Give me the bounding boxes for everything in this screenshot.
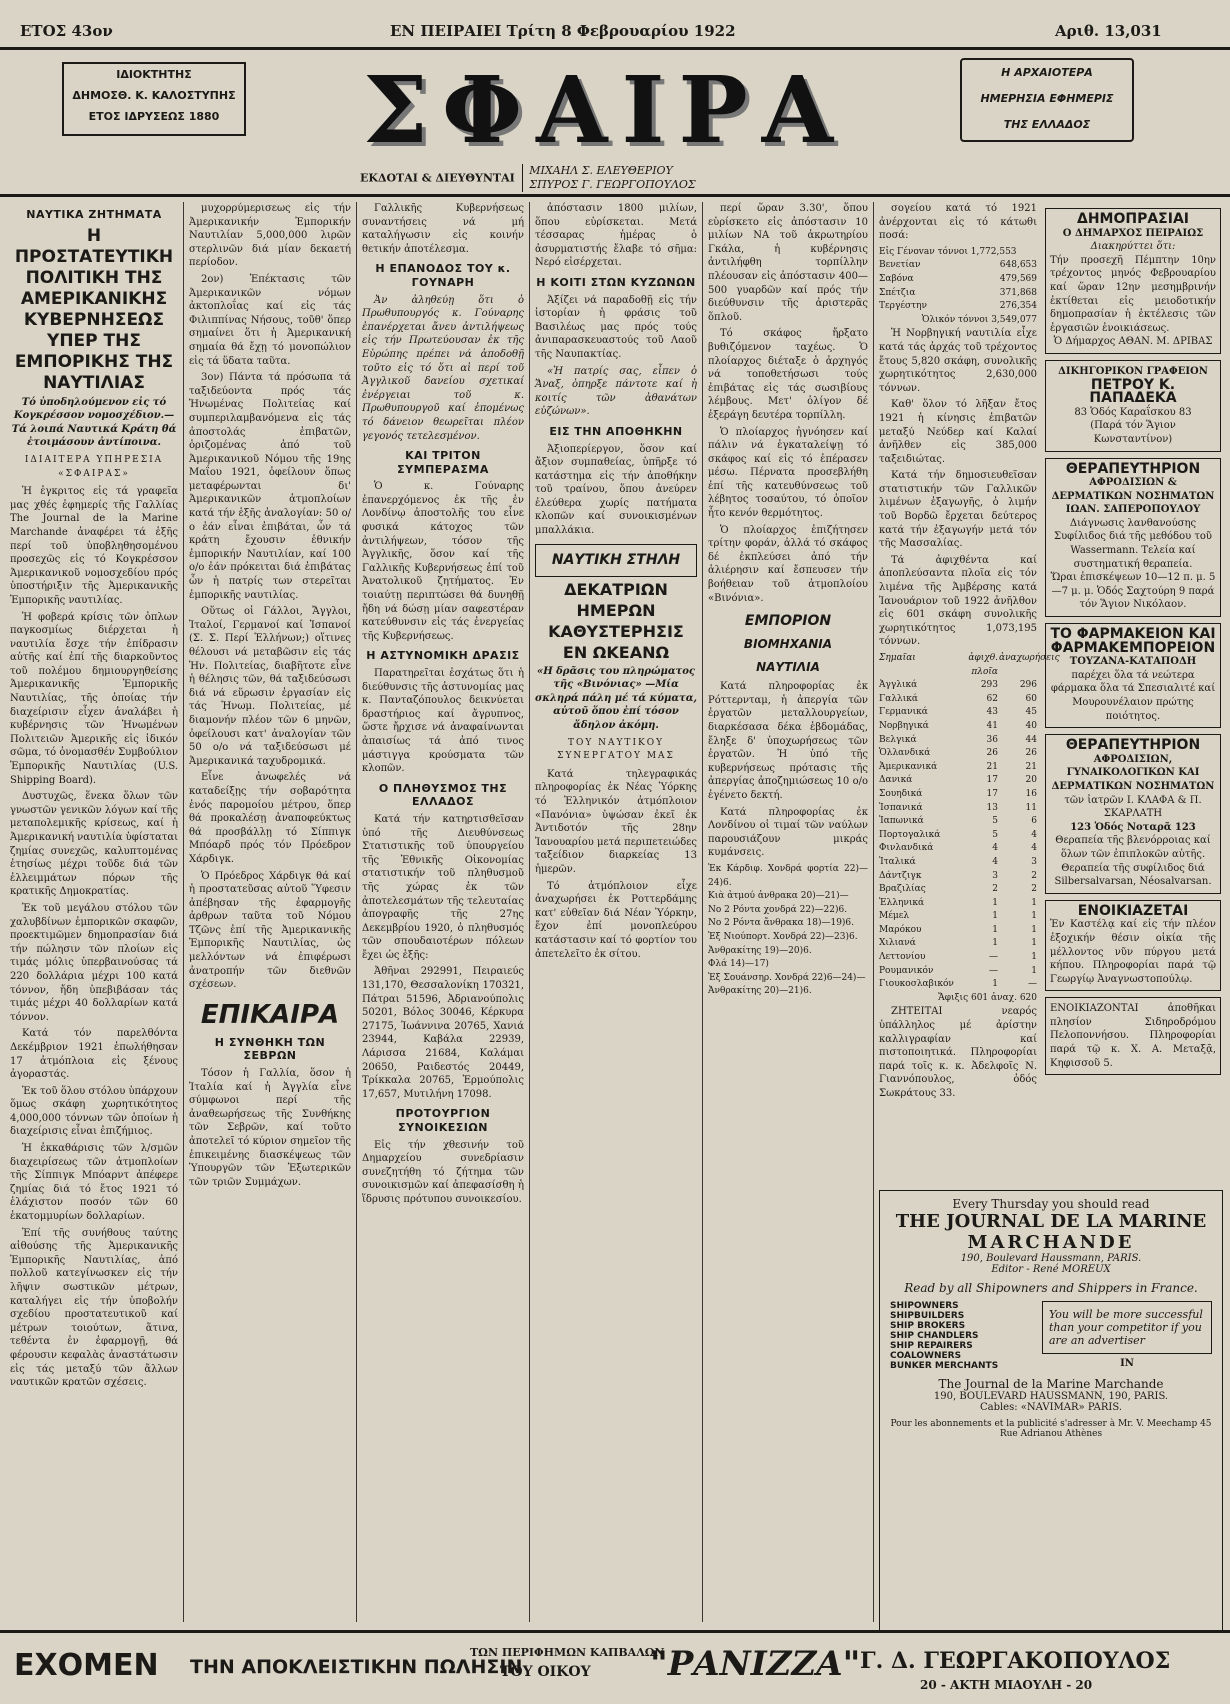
ad-body: Ἐν Καστέλᾳ καί εἰς τήν πλέον ἐξοχικήν θέσιν οἰκία τῆς μέλλοντος νῦν πύργου μετά κήπου. Πληροφορίαι παρά τῷ Γεωργίῳ Ἀναγνωστοπούλῳ. <box>1050 919 1216 985</box>
tonnage-intro: Εἰς Γένοvaν τόννοι 1,772,553 <box>879 246 1017 257</box>
ad-body: Τήν προσεχῆ Πέμπτην 10ην τρέχοντος μηνός Φεβρουαρίου καί ὥραν 12ην μεσημβρινήν ἐκτίθεται εἰς μειοδοτικήν δημοπρασίαν ἡ ἐκτέλεσις τῶν ἐργασιῶν ἐνοικιάσεως. <box>1050 254 1216 334</box>
price-row: Κιὰ ἀτμού ἀνθρακα 20)—21)— <box>708 891 849 902</box>
law-office-ad <box>1045 360 1221 452</box>
banner-f: 20 - ΑΚΤΗ ΜΙΑΟΥΛΗ - 20 <box>920 1678 1093 1692</box>
flag-count: 21 <box>986 761 998 772</box>
flags-row <box>879 870 1037 884</box>
tons: 371,868 <box>999 287 1037 298</box>
flag-count: 1 <box>1031 897 1037 908</box>
column-divider <box>873 202 874 1622</box>
flags-row <box>879 679 1037 693</box>
column-5 <box>708 202 868 1622</box>
heading: Η ΑΣΤΥΝΟΜΙΚΗ ΔΡΑΣΙΣ <box>366 649 520 663</box>
paragraph: Ἐκ τοῦ μεγάλου στόλου τῶν χαλυβδίνων ἐμπορικῶν σκαφῶν, προεκτιμῶμεν δημοπρασίαν διά τήν πώλησιν τῶν πλοίων εἰς τιμάς μόλις ὑπερβαινούσας τά 220 δολλάρια μέχρι 100 κατά τόννον, ἤδη ὑπεβιβάσαν τάς τιμάς μέχρι 40 δολλαρίων κατά τόννον. <box>10 902 178 1023</box>
price-row: Ἀνθρακίτης 20)—21)6. <box>708 986 812 997</box>
flag-name: Ὁλλανδικά <box>879 748 931 759</box>
flag-name: Δάντζιγκ <box>879 870 922 881</box>
flag-count: 1 <box>1031 911 1037 922</box>
tonnage-row <box>879 273 1037 287</box>
ad-name: ΙΩΑΝ. ΣΑΠΕΡΟΠΟΥΛΟΥ <box>1065 504 1201 516</box>
flag-name: Ἑλληνικά <box>879 897 925 908</box>
flags-row <box>879 897 1037 911</box>
paragraph: Εἶνε ἀνωφελές νά καταδείξῃς τήν σοβαρότητα ἑνός παρομοίου μέτρου, ὅπερ θά προκαλέσῃ ἀναποφεύκτως θά προσβάλλῃ τό Σίππιγκ Μπόαρδ πρός τόν Πρόεδρον Χάρδιγκ. <box>189 772 351 865</box>
flag-count: 4 <box>992 843 998 854</box>
ad-body: Διάγνωσις λανθανούσης Συφίλιδος διά τῆς μεθόδου τοῦ Wassermann. Τελεία καί συστηματική θεραπεία. <box>1054 517 1212 570</box>
ad-title: ΘΕΡΑΠΕΥΤΗΡΙΟΝ <box>1065 460 1201 477</box>
paragraph: μυχορρύμερισεως εἰς τήν Ἀμερικανικήν Ἐμπορικήν Ναυτιλίαν 5,000,000 λιρῶν στερλινῶν διά μίαν δεκαετή περίοδον. <box>189 203 351 269</box>
ad-readers: Read by all Shipowners and Shippers in France. <box>904 1281 1198 1295</box>
bottom-rule <box>0 1630 1230 1633</box>
flag-name: Ἰσπανικά <box>879 802 923 813</box>
flag-count: 45 <box>1025 707 1037 718</box>
wanted-ad: ΖΗΤΕΙΤΑΙ νεαρός ὑπάλληλος μέ ἀρίστην καλλιγραφίαν καί πιστοποιητικά. Πληροφορίαι παρά τοῖς κ. κ. Ἀδελφοῖς Ν. Γιαννόπουλος, ὁδός Σωκράτους 33. <box>879 1006 1037 1099</box>
flags-row <box>879 652 1060 679</box>
flags-row <box>879 774 1037 788</box>
ad-boxed: You will be more successful than your competitor if you are an advertiser <box>1042 1301 1212 1354</box>
flag-name: Ἀγγλικά <box>879 680 918 691</box>
flags-row <box>879 788 1037 802</box>
flag-name: Νορβηγικά <box>879 720 929 731</box>
section-subtitle: Η ΣΥΝΘΗΚΗ ΤΩΝ ΣΕΒΡΩΝ <box>214 1035 326 1063</box>
flag-count: 4 <box>992 856 998 867</box>
journal-ad <box>879 1190 1223 1632</box>
paragraph: Οὕτως οἱ Γάλλοι, Ἄγγλοι, Ἰταλοί, Γερμανοί καί Ἱσπανοί (Σ. Σ. Περί Ἑλλήνων;) οἵτινες θέλουσι νά μεταβῶσιν εἰς τάς Ἡν. Πολιτείας, διαβῆτοτε εἶνε ἡ θέλησις τῶν, θά ταξιδεύσωσι διά νά εὕρωσιν ἐργασίαν εἰς τάς Ἡνωμ. Πολιτείας, μέ διαμονήν πλέον τῶν 6 μηνῶν, ὀφείλουσι κατ' ἀναλογίαν τῶν 50 ο/ο νά ταξιδεύσωσι μέ Ἀμερικανικά ταχυδρομικά. <box>189 606 351 767</box>
paragraph: Τόσον ἡ Γαλλία, ὅσον ἡ Ἰταλία καί ἡ Ἀγγλία εἶνε σύμφωνοι περί τῆς ἀναθεωρήσεως τῆς Συνθήκης τῶν Σεβρῶν, καί τοῦτο ἀποτελεῖ τό κύριον σημεῖον τῆς ἐπικειμένης διασκέψεως τῶν Ὑπουργῶν τῶν Ἐξωτερικῶν τῶν τριῶν Συμμάχων. <box>189 1068 351 1188</box>
owner-label: ΙΔΙΟΚΤΗΤΗΣ <box>116 68 192 81</box>
flag-name: Δανικά <box>879 775 913 786</box>
flag-count: 5 <box>992 829 998 840</box>
flags-row <box>879 978 1037 992</box>
top-rule <box>0 47 1230 50</box>
flag-count: 3 <box>992 870 998 881</box>
editors-block <box>360 164 840 192</box>
flag-count: ἀφιχθ. πλοῖα <box>968 653 998 677</box>
paragraph: 3ον) Πάντα τά πρόσωπα τά ταξιδεύοντα πρός τάς Ἡνωμένας Πολιτείας καί συμπεριλαμβανόμενα εἰς τάς ἀποστολάς ἐπιβατῶν, ὁριζομένας ἀπό τοῦ Ἀμερικανικοῦ Νόμου τῆς 19ης Μαΐου 1921, ὀφείλουν ὅπως μεταφέρωνται δι' Ἀμερικανικῶν ἀτμοπλοίων κατά τήν ἑξῆς ἀναλογίαν: 50 ο/ο ἐάν εἶναι ἐπιβάται, ὧν τά κράτη ἔχουσιν ἐθνικήν ἐμπορικήν Ναυτιλίαν, καί 100 ο/ο ἐάν πρόκειται διά ἐπιβάτας ὧν ἡ πατρίς των στερεῖται ἐμπορικῆς ναυτιλίας. <box>189 372 351 601</box>
newspaper-title: ΣΦΑΙΡΑ <box>362 56 848 164</box>
ad-list-item: SHIPBUILDERS <box>890 1311 965 1321</box>
flag-count: 1 <box>1031 938 1037 949</box>
ad-editor: Editor - René MOREUX <box>991 1264 1111 1275</box>
section-title: ΕΠΙΚΑΙΡΑ <box>200 999 340 1030</box>
flag-name: Ἀμερικανικά <box>879 761 938 772</box>
flag-name: Ἰταλικά <box>879 856 916 867</box>
flag-count: — <box>989 965 998 976</box>
paragraph: Τά ἀφιχθέντα καί ἀποπλεύσαντα πλοῖα εἰς τόν λιμένα τῆς Ἀμβέρσης κατά Ἰανουάριον τοῦ 1922 ἀνῆλθον εἰς 601 σκάφη συνολικῆς χωρητικότητος 1,073,195 τόννων. <box>879 554 1037 648</box>
flag-count: 5 <box>992 816 998 827</box>
port: Σαβόνα <box>879 273 914 284</box>
column-7 <box>1045 202 1221 1182</box>
ad-journal: The Journal de la Marine Marchande <box>938 1377 1164 1391</box>
port: Σπέτζια <box>879 287 916 298</box>
paragraph: Ἡ φοβερά κρίσις τῶν ὁπλων παγκοσμίως διέρχεται ἡ ναυτιλία ἔσχε τήν ἐπίδρασιν αὐτῆς καί ἐπί τῆς διαρκοῦντος τοῦ πολέμου δημιουργηθείσης Ἀμερικανικῆς Ἐμπορικῆς Ναυτιλίας, τῆς ὁποίας τήν διαχείρισιν εἶχεν ἀναλάβει ἡ κυβέρνησις τῶν Ἡνωμένων Πολιτειῶν Ἀμερικῆς εἰς ἰδικόν σῶμα, τό ὀνομασθέν Συμβούλιον Ἐμπορικῆς Ναυτιλίας (U.S. Shipping Board). <box>10 611 178 786</box>
clinic-ad-2 <box>1045 734 1221 894</box>
ad-journal-address: 190, BOULEVARD HAUSSMANN, 190, PARIS. <box>933 1391 1169 1402</box>
top-line <box>0 22 1230 48</box>
warehouse-ad <box>1045 997 1221 1075</box>
flags-row <box>879 802 1037 816</box>
ad-body: Θεραπεία τῆς βλενόρροιας καί ὅλων τῶν ἐπιπλοκῶν αὐτῆς. Θεραπεία τῆς συφίλιδος διά Silbersalvarsan, Néosalvarsan. <box>1054 835 1212 888</box>
flag-count: 36 <box>986 734 998 745</box>
flag-name: Σημαῖαι <box>879 653 916 663</box>
ad-body: παρέχει ὅλα τά νεώτερα φάρμακα ὅλα τά Σπεσιαλιτέ καί Μουρουνέλαιον πρώτης ποιότητος. <box>1050 669 1216 722</box>
paragraph: Ὁ κ. Γούναρης ἐπανερχόμενος ἐκ τῆς ἐν Λονδίνῳ ἀποστολῆς του εἶνε φυσικά κάτοχος τῶν ἀντιλήψεων, τόσον τῆς Ἀγγλικῆς, ὅσον καί τῆς Γαλλικῆς Κυβερνήσεως ἐπί τοῦ Ἀνατολικοῦ ζητήματος. Ἐν τοιαύτῃ περιπτώσει θά δυνηθῇ ἤδη νά δώσῃ μίαν σαφεστέραν κατεύθυνσιν εἰς τάς ἐνεργείας τῆς Κυβερνήσεως. <box>362 481 524 642</box>
column-divider <box>183 202 184 1622</box>
heading: ΠΡΟΤΟΥΡΓΙΟΝ ΣΥΝΟΙΚΕΣΙΩΝ <box>395 1107 491 1134</box>
paragraph: Κατά πληροφορίας ἐκ Ρόττερνταμ, ἡ ἀπεργία τῶν ἐργατῶν μεταλλουργείων, διαρκέσασα δέκα ἑβδομάδας, ἔληξε δ' ὑποχωρήσεως τῶν ἐργατῶν. Ἡ ὑπό τῆς κυβερνήσεως πρότασις τῆς ἀπεργίας ἀποζημιώσεως 10 ο/ο ἐγένετο δεκτή. <box>708 681 868 801</box>
flags-row <box>879 761 1037 775</box>
ad-list-item: SHIP REPAIRERS <box>890 1341 973 1351</box>
flags-row <box>879 815 1037 829</box>
oldest-line-2: ΗΜΕΡΗΣΙΑ ΕΦΗΜΕΡΙΣ <box>980 92 1114 105</box>
paragraph: Καθ' ὅλον τό λῆξαν ἔτος 1921 ἡ κίνησις ἐπιβατῶν μεταξύ Νεύδερ καί Καλαί ἀνῆλθεν εἰς 385,000 ταξειδιώτας. <box>879 399 1037 465</box>
column-2 <box>189 202 351 1622</box>
paragraph: Κατά τήν δημοσιευθεῖσαν στατιστικήν τῶν Γαλλικῶν λιμένων ἐξαγωγῆς, ὁ λιμήν τοῦ Βορδῶ ἔρχεται δεύτερος κατά τήν ἐξαγωγήν μετά τόν τῆς Μασσαλίας. <box>879 470 1037 550</box>
flag-count: 20 <box>1025 775 1037 786</box>
ad-footer: Pour les abonnements et la publicité s'adresser à Mr. V. Meechamp 45 Rue Adrianou Athènes <box>890 1419 1212 1439</box>
flag-count: — <box>989 952 998 963</box>
quote: «Ἡ πατρίς σας, εἶπεν ὁ Ἄναξ, ὀπηρξε πάντοτε καί ἡ κοιτίς τῶν ἀθανάτων εὐζώνων». <box>535 365 697 418</box>
tons: 276,354 <box>999 301 1037 312</box>
flag-count: 17 <box>986 775 998 786</box>
column-1 <box>10 202 178 1622</box>
tonnage-total: Ὁλικόν τόννοι 3,549,077 <box>921 314 1037 325</box>
flag-count: ἀναχωρήσεις <box>999 653 1060 663</box>
paragraph: Ἡ ἐγκριτος εἰς τά γραφεῖα μας χθές ἐφημερίς τῆς Γαλλίας The Journal de la Marine Marchande ἀναφέρει τά ἑξῆς περί τοῦ ὑποβληθησομένου προσεχῶς εἰς τό Κογκρέσσον Ἀμερικανικοῦ νομοσχεδίου πρός ὑποστήριξιν τῆς Ἀμερικανικῆς Ἐμπορικῆς ναυτιλίας. <box>10 486 178 606</box>
industry-title: ΒΙΟΜΗΧΑΝΙΑ <box>743 637 833 652</box>
owner-name: ΔΗΜΟΣΘ. Κ. ΚΑΛΟΣΤΥΠΗΣ <box>72 89 236 102</box>
headline: Η ΠΡΟΣΤΑΤΕΥΤΙΚΗ ΠΟΛΙΤΙΚΗ ΤΗΣ ΑΜΕΡΙΚΑΝΙΚΗΣ ΚΥΒΕΡΝΗΣΕΩΣ ΥΠΕΡ ΤΗΣ ΕΜΠΟΡΙΚΗΣ ΤΗΣ ΝΑΥΤΙΛΙΑΣ <box>14 225 174 393</box>
ad-title-2: MARCHANDE <box>967 1232 1135 1253</box>
flag-count: 1 <box>1031 924 1037 935</box>
flag-name: Γαλλικά <box>879 693 918 704</box>
flags-row <box>879 693 1037 707</box>
flag-count: 3 <box>1031 856 1037 867</box>
column-divider <box>702 202 703 1622</box>
price-row: Ἀνθρακίτης 19)—20)6. <box>708 945 812 956</box>
price-row: Ἐκ Κάρδιφ. Χονδρά φορτία 22)— 24)6. <box>708 863 868 888</box>
flag-name: Βραζιλίας <box>879 884 926 895</box>
freight-prices <box>708 863 868 999</box>
ad-hours: Ὥραι ἐπισκέψεων 10—12 π. μ. 5—7 μ. μ. Ὁδός Σαχτούρη 9 παρά τόν Ἅγιον Νικόλαον. <box>1050 572 1216 611</box>
banner-a: ΕΧΟΜΕΝ <box>14 1648 159 1683</box>
masthead-rule <box>0 194 1230 197</box>
year-label: ΕΤΟΣ 43ον <box>20 22 113 40</box>
naval-column-box <box>535 544 697 577</box>
commerce-title: ΕΜΠΟΡΙΟΝ <box>744 613 832 630</box>
tonnage-row <box>879 259 1037 273</box>
paragraph: ἀπόστασιν 1800 μιλίων, ὅπου εὑρίσκεται. Μετά τέσσαρας ἡμέρας ὁ ἀσυρματιστής ἔλαβε τό σῆμα: Νερό εἰσέρχεται. <box>535 203 697 269</box>
flag-count: 41 <box>986 720 998 731</box>
paragraph: Ὁ πλοίαρχος ἠγνόησεν καί πάλιν νά ἐγκαταλείψῃ τό σκάφος καί εἰς τό ἐπέρασεν μέσω. Πέρνατα προσεβλήθη ἐπί τῆς κατευθύνσεως τοῦ λέβητος τοσαύτου, τό ὁποῖον ἦτο κενόν θερμότητος. <box>708 426 868 520</box>
ad-title: THE JOURNAL DE LA MARINE <box>895 1211 1207 1232</box>
column-4 <box>535 202 697 1622</box>
paragraph: Ὁ πλοίαρχος ἐπιζήτησεν τρίτην φοράν, ἀλλά τό σκάφος δέ ἐκπλεύσει ἀπό τήν ἁλιέρησιν καί ἔσπευσεν τήν βοήθειαν τοῦ ἀτμοπλοίου «Βινόνια». <box>708 524 868 604</box>
flag-count: 296 <box>1019 680 1037 691</box>
flags-row <box>879 842 1037 856</box>
price-row: Ἐξ Σουάνσηρ. Χονδρά 22)6—24)— <box>708 972 866 983</box>
paragraph: Ἀξιοπερίεργον, ὅσον καί ἄξιον συμπαθείας, ὑπῆρξε τό κατάστημα εἰς τήν ἀποθήκην τοῦ τραίνου, ὅπου ἀνεύρεν ἐλεύθερα χωρίς πατήματα κλοπῶν καί συνοικισμένων μπαλλάκια. <box>535 443 697 537</box>
flag-name: Σουηδικά <box>879 788 923 799</box>
banner-e: Γ. Δ. ΓΕΩΡΓΑΚΟΠΟΥΛΟΣ <box>860 1648 1171 1674</box>
flags-row <box>879 883 1037 897</box>
ad-list-item: BUNKER MERCHANTS <box>890 1361 999 1371</box>
flag-name: Ἰαπωνικά <box>879 816 924 827</box>
ad-title: ΤΟ ΦΑΡΜΑΚΕΙΟΝ ΚΑΙ ΦΑΡΜΑΚΕΜΠΟΡΕΙΟΝ <box>1050 626 1216 656</box>
banner-c2: ΤΟΥ ΟΙΚΟΥ <box>500 1664 591 1680</box>
flag-name: Λεττονίου <box>879 952 926 963</box>
deck: Τό ὑποδηλούμενον εἰς τό Κογκρέσσον νομοσχέδιον.—Τά λοιπά Ναυτικά Κράτη θά ἐτοιμάσουν ἀντίποινα. <box>11 396 177 449</box>
ad-body: ΕΝΟΙΚΙΑΖΟΝΤΑΙ ἀποθῆκαι πλησίον Σιδηροδρόμου Πελοποννήσου. Πληροφορίαι παρά τῷ κ. Χ. Α. Μεταξᾷ, Κηφισσοῦ 5. <box>1050 1003 1216 1069</box>
paragraph: Ὁ Πρόεδρος Χάρδιγκ θά καί ἡ προστατεῦσας αὐτοῦ Ὕφεσιν ἀπέβησαν τῆς ἐφαρμογῆς ἀρθρων ταῦτα τοῦ Νόμου Τζῶνς ἐπί τῆς Ἀμερικανικῆς Ἐμπορικῆς Ναυτιλίας, ὡς μελλόντων νά ἐπιφέρωσι ἀνατροπήν τῶν διεθνῶν σχέσεων. <box>189 870 351 991</box>
flag-count: 60 <box>1025 693 1037 704</box>
ad-list-item: SHIPOWNERS <box>890 1301 959 1311</box>
flag-count: 26 <box>986 748 998 759</box>
paragraph: Ἡ ἐκκαθάρισις τῶν λ/σμῶν διαχειρίσεως τῶν ἀτμοπλοίων τῆς Σίππιγκ Μπόαρντ ἀπέφερε ζημίας διά τό ἔτος 1921 τό ἐλάχιστον ποσόν τῶν 60 ἑκατομμυρίων δολλαρίων. <box>10 1143 178 1223</box>
column-divider <box>356 202 357 1622</box>
paragraph: Γαλλικῆς Κυβερνήσεως συναντήσεις νά μή καταλήγωσιν εἰς κοινήν θετικήν ἀποτέλεσμα. <box>362 203 524 255</box>
flag-count: 1 <box>992 911 998 922</box>
paragraph: Κατά τηλεγραφικάς πληροφορίας ἐκ Νέας Ὑόρκης τό Ἑλληνικόν ἀτμόπλοιον «Πανόνια» ὑψώσαν ἐκεῖ ἐκ Ἀντιδοτόν τῆς 28ην Ἰανουαρίου μετά περιπετειώδες ταξείδιον διαρκείας 13 ἡμερῶν. <box>535 768 698 875</box>
flag-count: 1 <box>992 897 998 908</box>
flag-name: Πορτογαλικά <box>879 829 941 840</box>
ad-note: (Παρά τόν Ἅγιον Κωνσταντίνον) <box>1090 420 1176 445</box>
flags-row <box>879 951 1037 965</box>
flag-count: 26 <box>1025 748 1037 759</box>
column-6 <box>879 202 1060 1099</box>
tonnage-table <box>879 246 1037 328</box>
flags-total: Ἄφιξις 601 ἀναχ. 620 <box>938 992 1037 1003</box>
flag-count: 40 <box>1025 720 1037 731</box>
heading: Η ΚΟΙΤΙ ΣΤΩΝ ΚΥΖΩΝΩΝ <box>536 275 696 289</box>
ad-name: τῶν ἰατρῶν Ι. ΚΛΑΦΑ & Π. ΣΚΑΡΛΑΤΗ <box>1064 794 1202 820</box>
flags-row <box>879 720 1037 734</box>
ad-in: IN <box>1120 1358 1134 1369</box>
editor-2: ΣΠΥΡΟΣ Γ. ΓΕΩΡΓΟΠΟΥΛΟΣ <box>529 178 696 191</box>
flag-count: 16 <box>1025 788 1037 799</box>
banner-d: "ΡΑΝΙΖΖΑ" <box>650 1644 861 1684</box>
paragraph: Τό ἀτμόπλοιον εἶχε ἀναχωρήσει ἐκ Ροττερδάμης κατ' εὐθεῖαν διά Νέαν Ὑόρκην, ἔχον ἐπί μονοπλεύρου κατάστασιν καί τό φορτίον του ἀπετελεῖτο ἐκ σίτου. <box>535 880 697 960</box>
paragraph: Ἀν ἀληθεύῃ ὅτι ὁ Πρωθυπουργός κ. Γούναρης ἐπανέρχεται ἄνευ ἀντιλήψεως εἰς τήν Πρωτεύουσαν ἐκ τῆς Εὐρώπης πρέπει νά ἀποδοθῇ τοῦτο εἰς τό ὅτι αἱ περί τοῦ Ἀγγλικοῦ δανείου σχετικαί ἐνέργειαι τοῦ κ. Πρωθυπουργοῦ καί ἐπομένως τό δάνειον θεωρεῖται πλέον γεγονός τετελεσμένον. <box>362 294 524 442</box>
oldest-line-1: Η ΑΡΧΑΙΟΤΕΡΑ <box>1001 66 1093 79</box>
paragraph: Ἐπί τῆς συνήθους ταύτης αἰθούσης τῆς Ἀμερικανικῆς Ἐμπορικῆς Ναυτιλίας, ἀπό πολλοῦ κατεγίνωσκεν εἰς τήν λῆψιν σωστικῶν μέτρων, καταλήγει εἰς τήν ὑποβολήν σχεδίου προστατευτικοῦ καί μέτρων τοιούτων, ἅτινα, τεθέντα ἐν ἐφαρμογῇ, θά φέρουσιν κεφαλὰς ἀναστάτωσιν εἰς τάς μεταξύ τῶν ἄλλων ναυτικῶν κρατῶν σχέσεις. <box>10 1227 178 1389</box>
ad-title: ΘΕΡΑΠΕΥΤΗΡΙΟΝ <box>1065 737 1201 754</box>
paragraph: Κατά τήν κατηρτισθεῖσαν ὑπό τῆς Διευθύνσεως Στατιστικῆς τοῦ ὑπουργείου τῆς Ἐθνικῆς Οἰκονομίας στατιστικήν τοῦ πληθυσμοῦ τῆς χώρας ἐκ τῶν ἀποτελεσμάτων τῆς τελευταίας ἀπογραφῆς τῆς 27ης Δεκεμβρίου 1920, ὁ πληθυσμός τῶν σπουδαιοτέρων πόλεων ἔχει ὡς ἑξῆς: <box>362 813 524 961</box>
flag-name: Χιλιανά <box>879 938 916 949</box>
ad-title: ΕΝΟΙΚΙΑΖΕΤΑΙ <box>1077 902 1189 919</box>
flag-count: 13 <box>986 802 998 813</box>
ad-name: ΤΟΥΖΑΝΑ-ΚΑΤΑΠΟΔΗ <box>1069 656 1197 668</box>
flags-table <box>879 652 1060 992</box>
ad-title: ΔΙΚΗΓΟΡΙΚΟΝ ΓΡΑΦΕΙΟΝ <box>1058 365 1208 377</box>
flag-count: 43 <box>986 707 998 718</box>
flag-count: 2 <box>992 884 998 895</box>
paragraph: Ἀθῆναι 292991, Πειραιεύς 131,170, Θεσσαλονίκη 170321, Πάτραι 51596, Ἀδριανούπολις 50201, Βόλος 30046, Κέρκυρα 27175, Ἰωάννινα 20765, Χανιά 23944, Καβάλα 22939, Λάρισσα 21684, Καλάμαι 20650, Ραιδεστός 20449, Τρίκκαλα 20765, Ἑρμούπολις 17,657, Μυτιλήνη 17098. <box>362 966 524 1100</box>
ad-list-item: SHIP CHANDLERS <box>890 1331 979 1341</box>
price-row: Νο 2 Ρόντα ἄνθρακα 18)—19)6. <box>708 918 855 929</box>
tonnage-row <box>879 287 1037 301</box>
tons: 648,653 <box>999 260 1037 271</box>
ad-address: 123 Ὁδός Νοταρᾶ 123 <box>1070 821 1196 833</box>
flags-row <box>879 924 1037 938</box>
paragraph: Ἡ Νορβηγική ναυτιλία εἶχε κατά τάς ἀρχάς τοῦ τρέχοντος ἔτους 5,820 σκάφη, συνολικῆς χωρητικότητος 2,630,000 τόννων. <box>879 328 1037 394</box>
byline: ΤΟΥ ΝΑΥΤΙΚΟΥ ΣΥΝΕΡΓΑΤΟΥ ΜΑΣ <box>557 737 675 762</box>
flags-row <box>879 706 1037 720</box>
ad-list <box>890 1301 998 1371</box>
paragraph: Κατά τόν παρελθόντα Δεκέμβριον 1921 ἐπωλήθησαν 17 ἀτμόπλοια εἰς ξένους ἀγοραστάς. <box>10 1028 178 1081</box>
flag-count: 4 <box>1031 829 1037 840</box>
flag-count: 1 <box>1031 952 1037 963</box>
flag-name: Φινλανδικά <box>879 843 934 854</box>
banner-b: ΤΗΝ ΑΠΟΚΛΕΙΣΤΙΚΗΝ ΠΩΛΗΣΙΝ <box>190 1656 523 1678</box>
deck: «Η δρᾶσις του πληρώματος τῆς «Βινόνιας» —Μία σκληρά πάλη μέ τά κύματα, αὐτοῦ ὅπου ἐπί τόσον ἄδηλον ἀκόμη. <box>535 665 697 732</box>
paragraph: Δυστυχῶς, ἕνεκα ὅλων τῶν γνωστῶν γενικῶν λόγων καί τῆς μεταπολεμικῆς κρίσεως, καί ἡ Ἀμερικανική ναυτιλία ὑφίσταται ζημίας συνεχῶς, καλυπτομένας ἐτησίως μέχρι τοῦδε διά τῶν ἐλλειμμάτων πόρων τῆς κρατικῆς Δημοκρατίας. <box>10 791 178 898</box>
flag-count: 2 <box>1031 884 1037 895</box>
oldest-line-3: ΤΗΣ ΕΛΛΑΔΟΣ <box>1003 118 1091 131</box>
ad-subtitle: ΑΦΡΟΔΙΣΙΩΝ & ΔΕΡΜΑΤΙΚΩΝ ΝΟΣΗΜΑΤΩΝ <box>1051 477 1215 502</box>
flag-count: 6 <box>1031 816 1037 827</box>
flag-count: 21 <box>1025 761 1037 772</box>
editor-1: ΜΙΧΑΗΛ Σ. ΕΛΕΥΘΕΡΙΟΥ <box>529 164 673 177</box>
owner-box <box>62 62 246 136</box>
naval-column-title: ΝΑΥΤΙΚΗ ΣΤΗΛΗ <box>551 551 681 568</box>
heading: ΕΙΣ ΤΗΝ ΑΠΟΘΗΚΗΝ <box>549 424 683 438</box>
heading: ΚΑΙ ΤΡΙΤΟΝ ΣΥΜΠΕΡΑΣΜΑ <box>397 449 489 476</box>
heading: Η ΕΠΑΝΟΔΟΣ ΤΟΥ κ. ΓΟΥΝΑΡΗ <box>375 262 511 289</box>
paragraph: Κατά πληροφορίας ἐκ Λονδίνου οἱ τιμαί τῶν ναύλων παρουσιάζουν μικράς κυμάνσεις. <box>708 806 868 859</box>
oldest-box <box>960 58 1134 142</box>
flag-count: 4 <box>1031 843 1037 854</box>
flags-row <box>879 965 1037 979</box>
tonnage-row <box>879 300 1037 314</box>
ad-address: 83 Ὁδός Καραΐσκου 83 <box>1074 406 1192 418</box>
paragraph: Ἀξίζει νά παραδοθῇ εἰς τήν ἱστορίαν ἡ φράσις τοῦ Βασιλέως μας πρός τούς ἀνιπαρασκευαστούς τοῦ Λαοῦ τῆς Ναυπακτίας. <box>535 294 697 360</box>
flag-count: 1 <box>992 938 998 949</box>
ad-subtitle: ΑΦΡΟΔΙΣΙΩΝ, ΓΥΝΑΙΚΟΛΟΓΙΚΩΝ ΚΑΙ ΔΕΡΜΑΤΙΚΩΝ ΝΟΣΗΜΑΤΩΝ <box>1051 753 1215 792</box>
flag-count: 44 <box>1025 734 1037 745</box>
port: Τεργέστην <box>879 301 927 312</box>
shipping-title: ΝΑΥΤΙΛΙΑ <box>756 660 820 675</box>
paragraph: 2ον) Ἐπέκτασις τῶν Ἀμερικανικῶν νόμων ἀκτοπλοΐας καί εἰς τάς Φιλιππίνας Νήσους, τοῦθ' ὅπερ σημαίνει ὅτι ἡ Ἀμερικανική σημαία θά ἔχῃ τό μονοπώλιον εἰς τά ὕδατα ταῦτα. <box>189 273 351 367</box>
flag-name: Μέμελ <box>879 911 910 922</box>
column-3 <box>362 202 524 1622</box>
bottom-banner <box>0 1638 1230 1704</box>
flag-name: Γιουκοσλαβικόν <box>879 979 954 990</box>
ad-list-item: SHIP BROKERS <box>890 1321 966 1331</box>
flags-row <box>879 856 1037 870</box>
flag-count: 1 <box>992 924 998 935</box>
pharmacy-ad <box>1045 623 1221 728</box>
ad-address: 190, Boulevard Haussmann, PARIS. <box>960 1253 1142 1264</box>
rent-ad <box>1045 900 1221 992</box>
flag-name: Γερμανικά <box>879 707 928 718</box>
flag-name: Βελγικά <box>879 734 917 745</box>
paragraph: περί ὥραν 3.30', ὅπου εὑρίσκετο εἰς ἀπόστασιν 10 μιλίων ΝΑ τοῦ ἀκρωτηρίου Γκάλα, ἡ κυβέρνησις ἀντιλήφθη τορπίλλην πλέουσαν εἰς ἀπόστασιν 400—500 γυαρδῶν καί πρός τήν διεύθυνσιν τῆς ἀριστερᾶς ὅπλοῦ. <box>708 203 868 323</box>
price-row: Νο 2 Ρόντα χονδρά 22)—22)6. <box>708 904 848 915</box>
paragraph: Ἐκ τοῦ ὅλου στόλου ὑπάρχουν ὅμως σκάφη χωρητικότητος 4,000,000 τόννων τῶν ὁποίων ἡ διαχείρισις εἶναι ἐπιζήμιος. <box>10 1085 178 1138</box>
editors-label: ΕΚΔΟΤΑΙ & ΔΙΕΥΘΥΝΤΑΙ <box>360 171 515 185</box>
ad-title: ΔΗΜΟΠΡΑΣΙΑΙ <box>1076 211 1189 227</box>
flag-count: 1 <box>1031 965 1037 976</box>
masthead <box>0 52 1230 192</box>
place-date: ΕΝ ΠΕΙΡΑΙΕΙ Τρίτη 8 Φεβρουαρίου 1922 <box>390 22 736 40</box>
tons: 479,569 <box>999 273 1037 284</box>
paragraph: Τό σκάφος ἤρξατο βυθιζόμενον ταχέως. Ὁ πλοίαρχος διέταξε ὁ ἀρχηγός νά τοποθετήσωσι τούς ἐπιβάτας εἰς τάς σωσιβίους λέμβους. Μετ' ὀλίγον δέ ἐξεράγη δευτέρα τορπίλλη. <box>708 328 868 421</box>
flags-row <box>879 829 1037 843</box>
clinic-ad-1 <box>1045 458 1221 618</box>
flag-count: 62 <box>986 693 998 704</box>
ad-signature: Ὁ Δήμαρχος ΑΘΑΝ. Μ. ΔΡΙΒΑΣ <box>1053 336 1213 348</box>
port: Βενετίαν <box>879 260 921 271</box>
founded-year: ΕΤΟΣ ΙΔΡΥΣΕΩΣ 1880 <box>88 110 220 123</box>
byline: ΙΔΙΑΙΤΕΡΑ ΥΠΗΡΕΣΙΑ «ΣΦΑΙΡΑΣ» <box>24 454 164 479</box>
flag-count: 17 <box>986 788 998 799</box>
headline: ΔΕΚΑΤΡΙΩΝ ΗΜΕΡΩΝ ΚΑΘΥΣΤΕΡΗΣΙΣ ΕΝ ΩΚΕΑΝΩ <box>548 579 684 662</box>
flag-count: 293 <box>980 680 998 691</box>
ad-list-item: COALOWNERS <box>890 1351 962 1361</box>
ad-line: Every Thursday you should read <box>952 1197 1150 1211</box>
flag-name: Ρουμανικόν <box>879 965 934 976</box>
auction-ad <box>1045 208 1221 354</box>
banner-c1: ΤΩΝ ΠΕΡΙΦΗΜΩΝ ΚΑΠΒΑΛΩΝ <box>470 1646 665 1659</box>
heading: Ο ΠΛΗΘΥΣΜΟΣ ΤΗΣ ΕΛΛΑΔΟΣ <box>378 781 508 809</box>
ad-cables: Cables: «NAVIMAR» PARIS. <box>979 1402 1123 1413</box>
ad-name: ΠΕΤΡΟΥ Κ. ΠΑΠΑΔΕΚΑ <box>1089 376 1177 407</box>
paragraph: σογείου κατά τό 1921 ἀνέρχονται εἰς τό κάτωθι ποσά: <box>879 203 1037 242</box>
column-divider <box>529 202 530 1622</box>
flag-count: 1 <box>992 979 998 990</box>
issue-number: Αριθ. 13,031 <box>1055 22 1162 40</box>
ad-subtitle-2: Διακηρύττει ὅτι: <box>1090 241 1176 253</box>
paragraph: Εἰς τήν χθεσινήν τοῦ Δημαρχείου συνεδρίασιν συνεζητήθη τό ζήτημα τῶν συνοικισμῶν καί ἀπεφασίσθη ἡ ἵδρυσις πρότυπου συνοικεσίου. <box>362 1139 524 1205</box>
flag-count: — <box>1028 979 1037 990</box>
flag-count: 11 <box>1025 802 1037 813</box>
flags-row <box>879 937 1037 951</box>
price-row: Φλά 14)—17) <box>708 959 769 970</box>
price-row: Ἐξ Νιούπορτ. Χονδρά 22)—23)6. <box>708 931 858 942</box>
flags-row <box>879 734 1037 748</box>
paragraph: Παρατηρεῖται ἐσχάτως ὅτι ἡ διεύθυνσις τῆς ἀστυνομίας μας κ. Πανταζόπουλος δεικνύεται δραστήριος καί ἄγρυπνος, ὥστε ἤρχισε νά ἀναφαίνωνται ἀπαισίως τά ἀπό τινος μάστιγγα κρούσματα τῶν κλοπῶν. <box>362 668 524 775</box>
kicker: ΝΑΥΤΙΚΑ ΖΗΤΗΜΑΤΑ <box>26 208 162 221</box>
flags-row <box>879 747 1037 761</box>
ad-subtitle: Ο ΔΗΜΑΡΧΟΣ ΠΕΙΡΑΙΩΣ <box>1062 227 1204 239</box>
flag-count: 2 <box>1031 870 1037 881</box>
flag-name: Μαρόκου <box>879 924 922 935</box>
flags-row <box>879 910 1037 924</box>
